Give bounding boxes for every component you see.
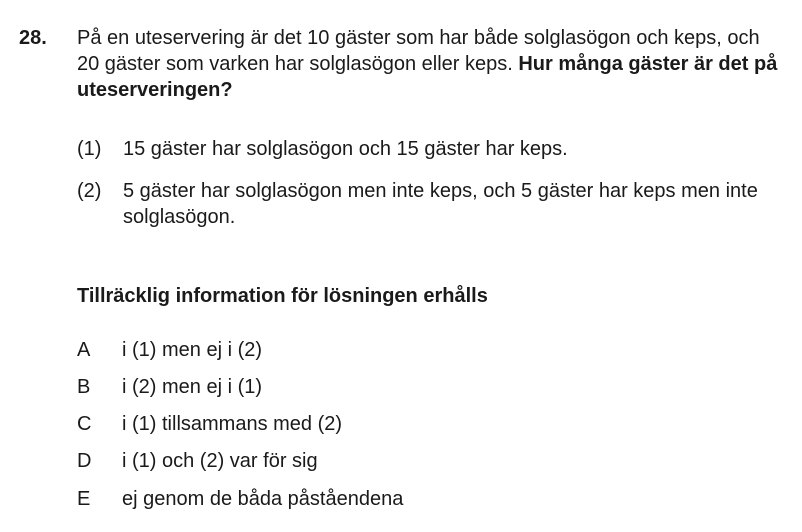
- option-text: i (1) och (2) var för sig: [122, 450, 318, 472]
- option-a[interactable]: [77, 337, 677, 363]
- question-text-bold: Hur många gäster är det på uteserveringen?: [77, 53, 778, 101]
- option-text: i (2) men ej i (1): [122, 376, 263, 398]
- option-b[interactable]: [77, 374, 677, 400]
- option-letter: D: [77, 450, 92, 472]
- question-text-plain: På en uteservering är det 10 gäster som har både solglasögon och keps, och 20 gäster som varken har solglasögon eller keps.: [77, 27, 760, 75]
- statement-2: [77, 178, 777, 230]
- option-letter: B: [77, 376, 91, 398]
- statement-1: [77, 136, 777, 162]
- option-letter: A: [77, 339, 91, 361]
- question-number: 28.: [19, 27, 47, 49]
- statement-text: 15 gäster har solglasögon och 15 gäster har keps.: [123, 138, 568, 160]
- option-letter: C: [77, 413, 92, 435]
- statement-text: 5 gäster har solglasögon men inte keps, och 5 gäster har keps men inte solglasögon.: [123, 180, 758, 228]
- option-text: i (1) tillsammans med (2): [122, 413, 343, 435]
- option-letter: E: [77, 488, 91, 510]
- option-text: ej genom de båda påståendena: [122, 488, 404, 510]
- option-d[interactable]: [77, 448, 677, 474]
- instruction-heading: Tillräcklig information för lösningen erhålls: [77, 285, 488, 307]
- statement-label: (2): [77, 180, 102, 202]
- statement-label: (1): [77, 138, 102, 160]
- option-text: i (1) men ej i (2): [122, 339, 263, 361]
- question-text: [77, 25, 787, 103]
- option-e[interactable]: [77, 486, 677, 512]
- option-c[interactable]: [77, 411, 677, 437]
